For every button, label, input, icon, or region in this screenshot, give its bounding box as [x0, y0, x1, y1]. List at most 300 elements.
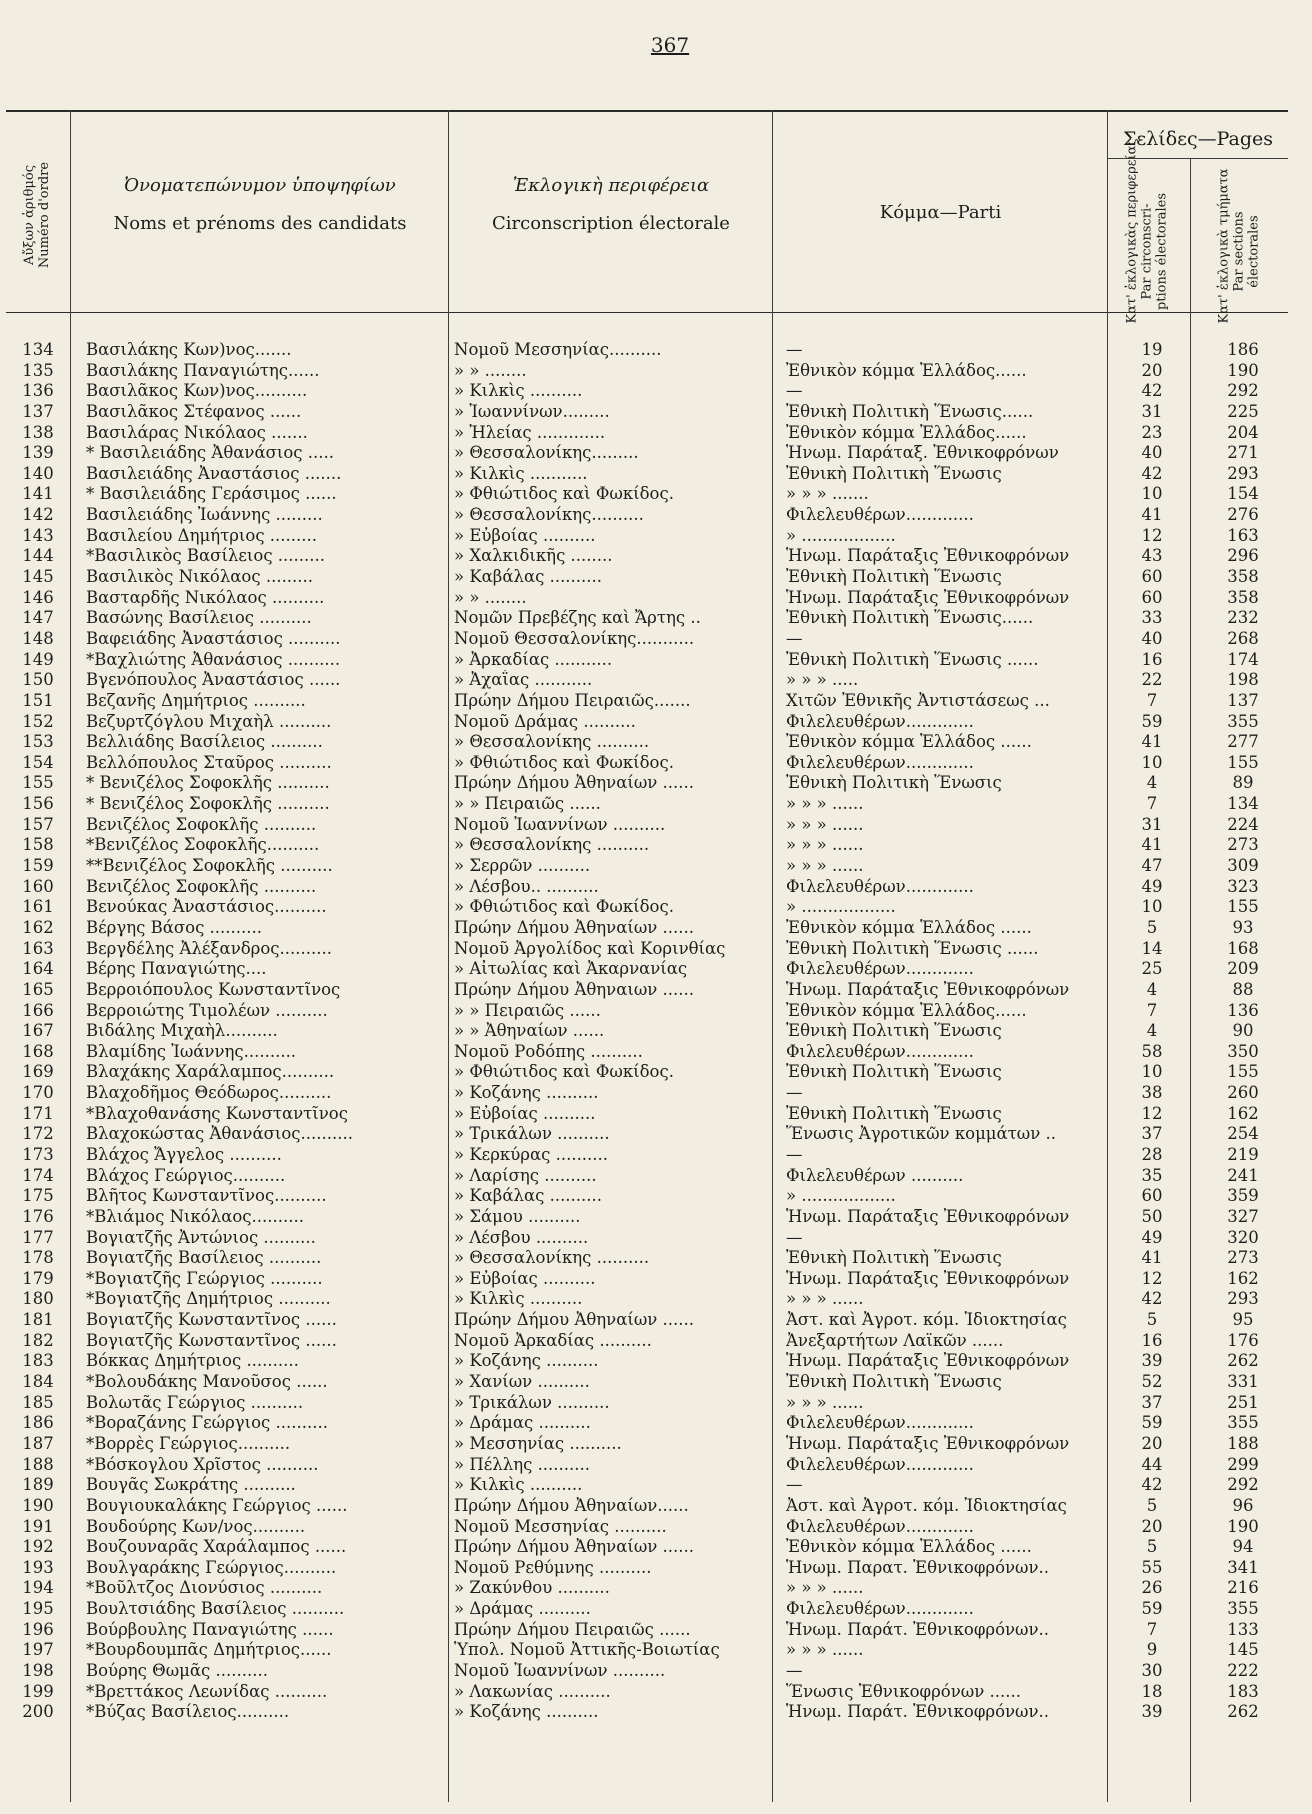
party-name: Ἐθνικὸν κόμμα Ἑλλάδος ...... [786, 732, 1032, 752]
candidate-name: *Βλιάμος Νικόλαος.......... [86, 1206, 304, 1226]
page-by-constituency: 10 [1141, 752, 1163, 772]
constituency: » Θεσσαλονίκης.......... [454, 505, 644, 525]
table-row [6, 526, 1288, 547]
constituency: » Πέλλης .......... [454, 1454, 591, 1474]
party-name: Ἡνωμ. Παράτ. Ἐθνικοφρόνων.. [786, 1702, 1050, 1722]
constituency: » Φθιώτιδος καὶ Φωκίδος. [454, 484, 674, 504]
table-row [6, 1475, 1288, 1496]
page-by-constituency: 60 [1141, 1186, 1163, 1206]
page-by-constituency: 14 [1141, 938, 1163, 958]
table-row [6, 1682, 1288, 1703]
candidate-name: Βεργδέλης Ἀλέξανδρος.......... [86, 938, 332, 958]
page-by-constituency: 31 [1141, 814, 1163, 834]
page-by-section: 162 [1227, 1103, 1259, 1123]
constituency: Πρώην Δήμου Ἀθηναιων ...... [454, 979, 695, 999]
candidate-name: * Βενιζέλος Σοφοκλῆς .......... [86, 773, 330, 793]
constituency: » Λακωνίας .......... [454, 1681, 611, 1701]
table-row [6, 340, 1288, 361]
table-row [6, 1166, 1288, 1187]
row-number: 155 [22, 773, 54, 793]
party-name: — [786, 1144, 803, 1164]
party-name: » » » ...... [786, 1578, 864, 1598]
table-row [6, 712, 1288, 733]
party-name: » » » ...... [786, 794, 864, 814]
candidate-name: Βελλιάδης Βασίλειος .......... [86, 732, 323, 752]
table-row [6, 1001, 1288, 1022]
table-row [6, 361, 1288, 382]
constituency: » Λέσβου .......... [454, 1227, 589, 1247]
page-by-section: 273 [1227, 1248, 1259, 1268]
party-name: Ἐθνικὴ Πολιτικὴ Ἕνωσις [786, 1372, 1002, 1392]
page-by-constituency: 4 [1146, 773, 1158, 793]
table-row [6, 877, 1288, 898]
row-number: 144 [22, 546, 54, 566]
constituency: » Κιλκὶς .......... [454, 1475, 583, 1495]
row-number: 164 [22, 959, 54, 979]
page-by-section: 358 [1227, 567, 1259, 587]
party-name: Ἀστ. καὶ Ἀγροτ. κόμ. Ἰδιοκτησίας [786, 1495, 1067, 1515]
constituency: Πρώην Δήμου Πειραιῶς....... [454, 690, 691, 710]
candidate-name: Βαφειάδης Ἀναστάσιος .......... [86, 628, 341, 648]
constituency: Νομοῦ Θεσσαλονίκης........... [454, 628, 695, 648]
table-row [6, 1042, 1288, 1063]
page-by-section: 268 [1227, 628, 1259, 648]
page-by-constituency: 35 [1141, 1165, 1163, 1185]
party-name: » » » ...... [786, 1640, 864, 1660]
header-number-column [22, 140, 52, 290]
table-row [6, 1661, 1288, 1682]
page-by-section: 137 [1227, 690, 1259, 710]
constituency: » Ἀχαΐας ........... [454, 670, 593, 690]
table-row [6, 464, 1288, 485]
page-by-constituency: 41 [1141, 1248, 1163, 1268]
table-row [6, 1517, 1288, 1538]
page-by-section: 292 [1227, 1475, 1259, 1495]
party-name: Ἐθνικὸν κόμμα Ἑλλάδος ...... [786, 1537, 1032, 1557]
table-row [6, 1496, 1288, 1517]
table-row [6, 1269, 1288, 1290]
table-row [6, 546, 1288, 567]
constituency: » Θεσσαλονίκης .......... [454, 1248, 650, 1268]
page-by-section: 355 [1227, 1599, 1259, 1619]
party-name: Ἀστ. καὶ Ἀγροτ. κόμ. Ἰδιοκτησίας [786, 1310, 1067, 1330]
table-row [6, 1558, 1288, 1579]
constituency: » Κιλκὶς ........... [454, 463, 588, 483]
candidate-name: Βασώνης Βασίλειος .......... [86, 608, 312, 628]
row-number: 188 [22, 1454, 54, 1474]
row-number: 169 [22, 1062, 54, 1082]
page-by-constituency: 59 [1141, 1599, 1163, 1619]
table-top-rule [6, 110, 1288, 112]
candidate-name: Βενούκας Ἀναστάσιος.......... [86, 897, 327, 917]
candidate-name: Βασιλείου Δημήτριος ......... [86, 525, 318, 545]
page-by-constituency: 40 [1141, 628, 1163, 648]
table-row [6, 1083, 1288, 1104]
header-pages-sub2-fr-a: Par sections [1231, 211, 1247, 292]
page-by-constituency: 59 [1141, 1413, 1163, 1433]
row-number: 165 [22, 979, 54, 999]
row-number: 200 [22, 1702, 54, 1722]
row-number: 193 [22, 1557, 54, 1577]
page-by-section: 133 [1227, 1619, 1259, 1639]
party-name: Ἐθνικὴ Πολιτικὴ Ἕνωσις [786, 773, 1002, 793]
page-by-section: 186 [1227, 340, 1259, 359]
party-name: » .................. [786, 897, 896, 917]
row-number: 170 [22, 1083, 54, 1103]
table-row [6, 1228, 1288, 1249]
party-name: Ἐθνικὴ Πολιτικὴ Ἕνωσις [786, 1021, 1002, 1041]
party-name: Ἐθνικὴ Πολιτικὴ Ἕνωσις ...... [786, 649, 1039, 669]
party-name: Ἕνωσις Ἀγροτικῶν κομμάτων .. [786, 1124, 1057, 1144]
header-party-column: Κόμμα—Parti [879, 202, 1002, 223]
constituency: » Ἠλείας ............. [454, 422, 606, 442]
party-name: Ἀνεξαρτήτων Λαϊκῶν ...... [786, 1330, 1004, 1350]
row-number: 175 [22, 1186, 54, 1206]
party-name: Ἡνωμ. Παράταξις Ἐθνικοφρόνων [786, 979, 1070, 999]
party-name: Ἐθνικὴ Πολιτικὴ Ἕνωσις ...... [786, 938, 1039, 958]
party-name: » » » ...... [786, 856, 864, 876]
candidate-name: *Βαχλιώτης Ἀθανάσιος .......... [86, 649, 341, 669]
table-row [6, 1351, 1288, 1372]
page-by-section: 155 [1227, 1062, 1259, 1082]
table-row [6, 484, 1288, 505]
constituency: » Δράμας .......... [454, 1599, 591, 1619]
candidate-name: Βελλόπουλος Σταῦρος .......... [86, 752, 332, 772]
candidate-name: *Βουρδουμπᾶς Δημήτριος...... [86, 1640, 332, 1660]
candidate-name: Βουλτσιάδης Βασίλειος .......... [86, 1599, 345, 1619]
page-by-section: 299 [1227, 1454, 1259, 1474]
constituency: Νομοῦ Ἰωαννίνων .......... [454, 814, 666, 834]
row-number: 163 [22, 938, 54, 958]
table-row [6, 959, 1288, 980]
table-row [6, 1640, 1288, 1661]
row-number: 154 [22, 752, 54, 772]
row-number: 141 [22, 484, 54, 504]
page-by-constituency: 20 [1141, 1433, 1163, 1453]
party-name: » » » ...... [786, 814, 864, 834]
page-by-section: 293 [1227, 463, 1259, 483]
page-by-constituency: 39 [1141, 1351, 1163, 1371]
table-row [6, 1248, 1288, 1269]
constituency: » » ........ [454, 360, 527, 380]
page-by-section: 190 [1227, 1516, 1259, 1536]
page-by-section: 292 [1227, 381, 1259, 401]
row-number: 180 [22, 1289, 54, 1309]
candidate-name: Βόκκας Δημήτριος .......... [86, 1351, 299, 1371]
page-by-section: 209 [1227, 959, 1259, 979]
candidate-name: * Βασιλειάδης Γεράσιμος ...... [86, 484, 337, 504]
constituency: » Κιλκὶς .......... [454, 381, 583, 401]
table-row [6, 381, 1288, 402]
row-number: 159 [22, 856, 54, 876]
constituency: » Τρικάλων .......... [454, 1392, 610, 1412]
row-number: 147 [22, 608, 54, 628]
candidate-name: Βασιλειάδης Ἰωάννης ......... [86, 505, 323, 525]
candidate-name: *Βλαχοθανάσης Κωνσταντῖνος [86, 1103, 348, 1123]
row-number: 142 [22, 505, 54, 525]
table-row [6, 629, 1288, 650]
header-number-fr: Numéro d'ordre [37, 161, 52, 269]
party-name: Ἐθνικὴ Πολιτικὴ Ἕνωσις [786, 463, 1002, 483]
table-row [6, 608, 1288, 629]
row-number: 189 [22, 1475, 54, 1495]
page-by-constituency: 49 [1141, 876, 1163, 896]
candidate-name: Βέργης Βάσος .......... [86, 917, 263, 937]
party-name: Ἐθνικὸν κόμμα Ἑλλάδος...... [786, 360, 1027, 380]
candidate-name: Βασιλικὸς Νικόλαος ......... [86, 567, 314, 587]
constituency: » » Πειραιῶς ...... [454, 1000, 601, 1020]
page-by-constituency: 12 [1141, 525, 1163, 545]
party-name: Ἡνωμ. Παρατ. Ἐθνικοφρόνων.. [786, 1557, 1050, 1577]
page-by-constituency: 23 [1141, 422, 1163, 442]
page-by-section: 94 [1232, 1537, 1254, 1557]
candidate-name: *Βασιλικὸς Βασίλειος ......... [86, 546, 326, 566]
page-by-constituency: 18 [1141, 1681, 1163, 1701]
page-by-constituency: 39 [1141, 1702, 1163, 1722]
party-name: Ἐθνικὴ Πολιτικὴ Ἕνωσις [786, 567, 1002, 587]
candidate-name: Βασιλάκης Παναγιώτης...... [86, 360, 320, 380]
candidate-name: *Βύζας Βασίλειος.......... [86, 1702, 290, 1722]
page-by-constituency: 7 [1146, 794, 1158, 814]
candidate-name: Βλαμίδης Ἰωάννης.......... [86, 1041, 297, 1061]
page-by-constituency: 5 [1146, 917, 1158, 937]
page-by-constituency: 41 [1141, 835, 1163, 855]
candidate-table-body [6, 340, 1288, 1723]
page-by-section: 155 [1227, 752, 1259, 772]
constituency: » Ζακύνθου .......... [454, 1578, 610, 1598]
header-pages-sub1-fr-b: ptions électorales [1154, 192, 1170, 311]
constituency: » Φθιώτιδος καὶ Φωκίδος. [454, 1062, 674, 1082]
table-row [6, 1331, 1288, 1352]
candidate-name: Βενιζέλος Σοφοκλῆς .......... [86, 814, 317, 834]
row-number: 195 [22, 1599, 54, 1619]
table-row [6, 980, 1288, 1001]
table-row [6, 918, 1288, 939]
page-by-constituency: 58 [1141, 1041, 1163, 1061]
constituency: » Ἰωαννίνων......... [454, 401, 610, 421]
party-name: Ἐθνικὸν κόμμα Ἑλλάδος...... [786, 422, 1027, 442]
candidate-name: Βερροιόπουλος Κωνσταντῖνος [86, 979, 341, 999]
table-row [6, 1599, 1288, 1620]
page-by-section: 93 [1232, 917, 1254, 937]
header-pages-sections [1216, 168, 1262, 324]
party-name: Ἡνωμ. Παράταξις Ἐθνικοφρόνων [786, 1268, 1070, 1288]
page-by-constituency: 42 [1141, 463, 1163, 483]
page-by-constituency: 5 [1146, 1495, 1158, 1515]
table-row [6, 1537, 1288, 1558]
table-row [6, 732, 1288, 753]
constituency: » Κοζάνης .......... [454, 1702, 599, 1722]
constituency: » Μεσσηνίας .......... [454, 1433, 622, 1453]
page-by-constituency: 41 [1141, 732, 1163, 752]
row-number: 134 [22, 340, 54, 359]
row-number: 148 [22, 628, 54, 648]
page-by-constituency: 12 [1141, 1268, 1163, 1288]
table-row [6, 835, 1288, 856]
candidate-name: Βασταρδῆς Νικόλαος .......... [86, 587, 325, 607]
constituency: » » ........ [454, 587, 527, 607]
page-by-section: 136 [1227, 1000, 1259, 1020]
row-number: 172 [22, 1124, 54, 1144]
party-name: Φιλελευθέρων............. [786, 1599, 974, 1619]
page-by-section: 176 [1227, 1330, 1259, 1350]
party-name: Ἐθνικὴ Πολιτικὴ Ἕνωσις...... [786, 608, 1034, 628]
table-row [6, 1434, 1288, 1455]
page-by-section: 327 [1227, 1206, 1259, 1226]
row-number: 139 [22, 443, 54, 463]
candidate-name: *Βρεττάκος Λεωνίδας .......... [86, 1681, 328, 1701]
party-name: — [786, 1475, 803, 1495]
candidate-name: Βέρης Παναγιώτης.... [86, 959, 267, 979]
page-by-section: 224 [1227, 814, 1259, 834]
constituency: » Καβάλας .......... [454, 1186, 603, 1206]
page-by-section: 154 [1227, 484, 1259, 504]
page-by-section: 262 [1227, 1702, 1259, 1722]
row-number: 176 [22, 1206, 54, 1226]
page-by-section: 168 [1227, 938, 1259, 958]
table-row [6, 1455, 1288, 1476]
candidate-name: *Βογιατζῆς Γεώργιος .......... [86, 1268, 323, 1288]
page-by-constituency: 7 [1146, 1000, 1158, 1020]
constituency: » Λέσβου.. .......... [454, 876, 599, 896]
candidate-name: Βλαχάκης Χαράλαμπος.......... [86, 1062, 335, 1082]
candidate-name: *Βορρὲς Γεώργιος.......... [86, 1433, 291, 1453]
constituency: Πρώην Δήμου Ἀθηναίων ...... [454, 1310, 695, 1330]
table-row [6, 1062, 1288, 1083]
row-number: 173 [22, 1144, 54, 1164]
page-by-section: 358 [1227, 587, 1259, 607]
header-pages-sub1-gr: Κατ' ἐκλογικὰς περιφερείας [1124, 138, 1140, 324]
page-by-section: 271 [1227, 443, 1259, 463]
page-by-section: 134 [1227, 794, 1259, 814]
page-by-section: 355 [1227, 1413, 1259, 1433]
table-row [6, 753, 1288, 774]
constituency: Νομοῦ Ἀρκαδίας .......... [454, 1330, 652, 1350]
party-name: Ἐθνικὸν κόμμα Ἑλλάδος ...... [786, 917, 1032, 937]
candidate-name: Βασιλειάδης Ἀναστάσιος ....... [86, 463, 342, 483]
table-row [6, 794, 1288, 815]
candidate-name: * Βασιλειάδης Ἀθανάσιος ..... [86, 443, 334, 463]
row-number: 198 [22, 1661, 54, 1680]
candidate-name: Βεζυρτζόγλου Μιχαὴλ .......... [86, 711, 332, 731]
constituency: » Θεσσαλονίκης......... [454, 443, 639, 463]
party-name: Φιλελευθέρων............. [786, 876, 974, 896]
page-by-constituency: 41 [1141, 505, 1163, 525]
header-circ-column [450, 173, 772, 237]
party-name: — [786, 1083, 803, 1103]
page-by-section: 355 [1227, 711, 1259, 731]
party-name: Ἐθνικὴ Πολιτικὴ Ἕνωσις [786, 1248, 1002, 1268]
party-name: Ἐθνικὴ Πολιτικὴ Ἕνωσις...... [786, 401, 1034, 421]
party-name: Ἡνωμ. Παράταξις Ἐθνικοφρόνων [786, 587, 1070, 607]
party-name: — [786, 628, 803, 648]
candidate-name: Βουγᾶς Σωκράτης .......... [86, 1475, 296, 1495]
table-header-rule [6, 312, 1288, 313]
candidate-name: *Βόσκογλου Χρῖστος .......... [86, 1454, 319, 1474]
page-by-section: 163 [1227, 525, 1259, 545]
row-number: 174 [22, 1165, 54, 1185]
page-by-constituency: 40 [1141, 443, 1163, 463]
row-number: 151 [22, 690, 54, 710]
page-by-section: 276 [1227, 505, 1259, 525]
party-name: Φιλελευθέρων............. [786, 1041, 974, 1061]
page-by-constituency: 16 [1141, 1330, 1163, 1350]
row-number: 181 [22, 1310, 54, 1330]
page-by-constituency: 50 [1141, 1206, 1163, 1226]
row-number: 136 [22, 381, 54, 401]
party-name: Ἡνωμ. Παράταξις Ἐθνικοφρόνων [786, 1433, 1070, 1453]
header-pages-sub1-fr-a: Par circonscri- [1139, 203, 1155, 300]
candidate-name: Βουλγαράκης Γεώργιος.......... [86, 1557, 337, 1577]
party-name: — [786, 1227, 803, 1247]
header-pages: Σελίδες—Pages [1122, 128, 1274, 150]
table-row [6, 1104, 1288, 1125]
row-number: 161 [22, 897, 54, 917]
party-name: » .................. [786, 1186, 896, 1206]
table-row [6, 1145, 1288, 1166]
page-number: 367 [650, 33, 690, 57]
candidate-name: Βουγιουκαλάκης Γεώργιος ...... [86, 1495, 348, 1515]
candidate-name: *Βολουδάκης Μανοῦσος ...... [86, 1372, 328, 1392]
candidate-name: Βούρης Θωμᾶς .......... [86, 1661, 268, 1680]
constituency: Νομοῦ Ἰωαννίνων .......... [454, 1661, 666, 1680]
constituency: » Κερκύρας .......... [454, 1144, 609, 1164]
candidate-name: Βασιλᾶκος Κων)νος.......... [86, 381, 308, 401]
page-by-constituency: 4 [1146, 1021, 1158, 1041]
page-by-constituency: 60 [1141, 587, 1163, 607]
party-name: Ἡνωμ. Παράταξ. Ἐθνικοφρόνων [786, 443, 1059, 463]
page-by-constituency: 52 [1141, 1372, 1163, 1392]
party-name: Χιτῶν Ἐθνικῆς Ἀντιστάσεως ... [786, 690, 1050, 710]
row-number: 158 [22, 835, 54, 855]
candidate-name: Βλαχοδῆμος Θεόδωρος.......... [86, 1083, 332, 1103]
row-number: 187 [22, 1433, 54, 1453]
table-row [6, 670, 1288, 691]
candidate-name: Βιδάλης Μιχαὴλ.......... [86, 1021, 278, 1041]
constituency: Νομοῦ Ρεθύμνης .......... [454, 1557, 652, 1577]
constituency: Νομοῦ Ἀργολίδος καὶ Κορινθίας [454, 938, 726, 958]
row-number: 145 [22, 567, 54, 587]
page-by-section: 262 [1227, 1351, 1259, 1371]
page-by-section: 219 [1227, 1144, 1259, 1164]
constituency: » Τρικάλων .......... [454, 1124, 610, 1144]
candidate-name: Βούρβουλης Παναγιώτης ...... [86, 1619, 334, 1639]
page-by-section: 90 [1232, 1021, 1254, 1041]
page-by-section: 254 [1227, 1124, 1259, 1144]
page-by-constituency: 31 [1141, 401, 1163, 421]
page-by-constituency: 59 [1141, 711, 1163, 731]
party-name: Φιλελευθέρων............. [786, 1516, 974, 1536]
constituency: » Φθιώτιδος καὶ Φωκίδος. [454, 897, 674, 917]
page-by-section: 155 [1227, 897, 1259, 917]
row-number: 196 [22, 1619, 54, 1639]
table-row [6, 1620, 1288, 1641]
row-number: 186 [22, 1413, 54, 1433]
row-number: 168 [22, 1041, 54, 1061]
page-by-section: 222 [1227, 1661, 1259, 1680]
row-number: 146 [22, 587, 54, 607]
page-by-section: 359 [1227, 1186, 1259, 1206]
constituency: » » Πειραιῶς ...... [454, 794, 601, 814]
row-number: 150 [22, 670, 54, 690]
constituency: » Εὐβοίας .......... [454, 1268, 596, 1288]
row-number: 167 [22, 1021, 54, 1041]
header-pages-sub2-gr: Κατ' ἐκλογικὰ τμήματα [1216, 168, 1232, 324]
table-row [6, 423, 1288, 444]
constituency: Νομοῦ Μεσσηνίας.......... [454, 340, 662, 359]
candidate-name: Βογιατζῆς Ἀντώνιος .......... [86, 1227, 316, 1247]
page-by-constituency: 42 [1141, 1475, 1163, 1495]
